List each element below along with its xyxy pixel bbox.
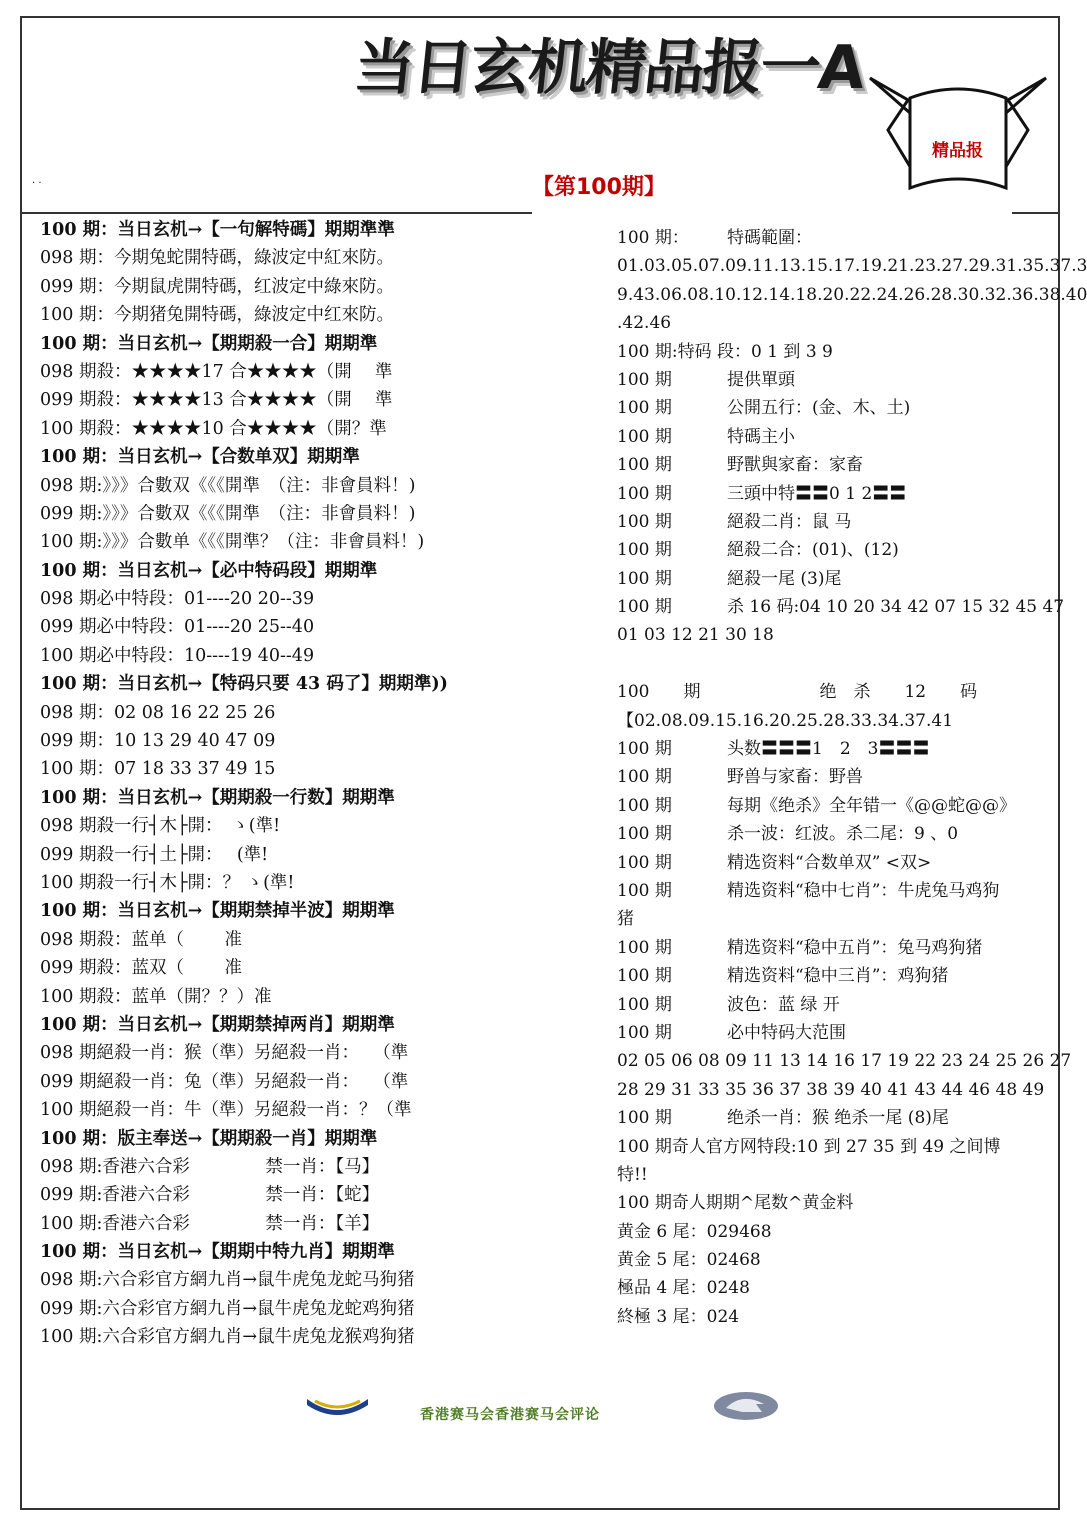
- row-text: 精选资料“合数单双” <双>: [727, 852, 932, 873]
- footer-right-logo: [712, 1390, 780, 1422]
- list-item: 099 期必中特段：01----20 25--40: [40, 617, 315, 638]
- section-heading: 100 期：版主奉送→【期期殺一肖】期期準: [40, 1128, 378, 1149]
- row-text: 特碼主小: [727, 426, 795, 447]
- row-text: 必中特码大范围: [727, 1022, 846, 1043]
- section-heading: 100 期：当日玄机→【一句解特碼】期期準準: [40, 220, 395, 240]
- list-item: [617, 763, 1037, 791]
- list-item: 098 期殺：★★★★17 合★★★★（開 準: [40, 361, 393, 382]
- list-item: 099 期:香港六合彩 禁一肖：【蛇】: [40, 1185, 380, 1206]
- list-item: 100 期:》》》合數单《《《開準？（注：非會員料！): [40, 532, 425, 553]
- row-prefix: 100 期: [617, 994, 672, 1015]
- range-numbers-1: 01.03.05.07.09.11.13.15.17.19.21.23.27.29.31.35.37.3: [617, 256, 1087, 277]
- section-heading: 100 期：当日玄机→【特码只要 43 码了】期期準)): [40, 674, 448, 695]
- list-item: [617, 394, 1037, 422]
- row-text: 精选资料“稳中七肖”：牛虎兔马鸡狗: [727, 880, 1000, 901]
- right-column: [617, 224, 1087, 1331]
- section-heading: 100 期：当日玄机→【期期中特九肖】期期準: [40, 1242, 395, 1263]
- rows-c: [617, 934, 1037, 1048]
- section-heading: 100 期：当日玄机→【合数单双】期期準: [40, 447, 360, 468]
- row-prefix: 100 期: [617, 767, 672, 788]
- list-item: [617, 366, 1037, 394]
- row-prefix: 100 期: [617, 398, 672, 419]
- row-text: 絕殺一尾 (3)尾: [727, 568, 842, 589]
- tail-item: 黄金 5 尾：02468: [617, 1250, 761, 1271]
- list-item: [617, 451, 1037, 479]
- row-prefix: 100 期: [617, 568, 672, 589]
- row-text: 公開五行：(金、木、土): [727, 398, 911, 419]
- list-item: [617, 792, 1037, 820]
- list-item: 098 期:》》》合數双《《《開準 （注：非會員料！): [40, 475, 416, 496]
- row-text: 绝杀一肖：猴 绝杀一尾 (8)尾: [727, 1108, 949, 1129]
- tail-item: 終極 3 尾：024: [617, 1306, 740, 1327]
- list-item: 100 期:香港六合彩 禁一肖：【羊】: [40, 1213, 380, 1234]
- list-item: 100 期必中特段：10----19 40--49: [40, 645, 315, 666]
- list-item: [617, 508, 1037, 536]
- spacer: [617, 650, 1037, 678]
- list-item: [617, 1019, 1037, 1047]
- list-item: 100 期殺：★★★★10 合★★★★（開？準: [40, 418, 387, 439]
- list-item: 099 期絕殺一肖：兔（準）另絕殺一肖： （準: [40, 1071, 409, 1092]
- list-item: 099 期殺一行┤土├開： (準!: [40, 844, 269, 865]
- special-1: 100 期奇人官方网特段:10 到 27 35 到 49 之间博: [617, 1136, 1001, 1157]
- kill12-numbers: 【02.08.09.15.16.20.25.28.33.34.37.41: [617, 710, 954, 731]
- section-heading: 100 期：当日玄机→【期期殺一行数】期期準: [40, 787, 395, 808]
- row-prefix: 100 期: [617, 852, 672, 873]
- row-prefix: 100 期: [617, 369, 672, 390]
- row-prefix: 100 期: [617, 511, 672, 532]
- row-prefix: 100 期: [617, 739, 672, 760]
- list-item: [617, 877, 1037, 905]
- row-text: 三頭中特〓〓0 1 2〓〓: [727, 483, 907, 504]
- list-item: 098 期絕殺一肖：猴（準）另絕殺一肖： （準: [40, 1043, 409, 1064]
- big-range-1: 02 05 06 08 09 11 13 14 16 17 19 22 23 24 25 26 27: [617, 1051, 1072, 1072]
- list-item: 098 期：02 08 16 22 25 26: [40, 702, 276, 723]
- list-item: [617, 849, 1037, 877]
- seven-continued: 猪: [617, 909, 634, 930]
- list-item: 098 期:香港六合彩 禁一肖：【马】: [40, 1156, 380, 1177]
- list-item: 098 期殺一行┤木├開： ゝ(準!: [40, 816, 281, 837]
- row-prefix: 100 期: [617, 483, 672, 504]
- tails-list: [617, 1218, 1037, 1332]
- list-item: 099 期：今期鼠虎開特碼，红波定中綠來防。: [40, 276, 394, 297]
- footer-left-logo: [305, 1395, 370, 1417]
- list-item: [617, 735, 1037, 763]
- list-item: 098 期必中特段：01----20 20--39: [40, 589, 315, 610]
- special-2: 特!!: [617, 1164, 648, 1185]
- kill-one-row: [617, 1104, 1037, 1132]
- row-prefix: 100 期: [617, 426, 672, 447]
- row-prefix: 100 期: [617, 1022, 672, 1043]
- row-text: 波色：蓝 绿 开: [727, 994, 840, 1015]
- row-prefix: 100 期: [617, 824, 672, 845]
- row-text: 头数〓〓〓1 2 3〓〓〓: [727, 739, 930, 760]
- big-range-2: 28 29 31 33 35 36 37 38 39 40 41 43 44 46 48 49: [617, 1079, 1045, 1100]
- section-heading: 100 期：当日玄机→【必中特码段】期期準: [40, 560, 378, 581]
- list-item: [617, 480, 1037, 508]
- left-column: [40, 216, 520, 1352]
- row-text: 野兽与家畜：野兽: [727, 767, 863, 788]
- list-item: [617, 962, 1037, 990]
- list-item: [617, 934, 1037, 962]
- banner-title: 当日玄机精品报一A: [350, 33, 867, 103]
- footer-text: 香港赛马会香港赛马会评论: [420, 1407, 600, 1423]
- row-prefix: 100 期: [617, 880, 672, 901]
- list-item: 098 期：今期兔蛇開特碼，綠波定中紅來防。: [40, 248, 394, 269]
- header-divider-left: [22, 212, 532, 214]
- row-text: 提供單頭: [727, 369, 795, 390]
- list-item: [617, 536, 1037, 564]
- row-prefix: 100 期：: [617, 228, 689, 248]
- row-text: 精选资料“稳中三肖”：鸡狗猪: [727, 966, 949, 987]
- issue-label: 【第100期】: [532, 175, 666, 200]
- row-prefix: 100 期: [617, 966, 672, 987]
- header-dots: . .: [32, 175, 42, 186]
- row-text: 絕殺二合：(01)、(12): [727, 540, 899, 561]
- list-item: [617, 820, 1037, 848]
- kill12-title: 100 期 绝 杀 12 码: [617, 682, 978, 703]
- list-item: 100 期:六合彩官方網九肖→鼠牛虎兔龙猴鸡狗猪: [40, 1327, 415, 1348]
- list-item: 100 期殺一行┤木├開：？ ゝ(準!: [40, 872, 295, 893]
- segment-line: 100 期:特码 段：0 1 到 3 9: [617, 341, 833, 362]
- row-text: 特碼範圍：: [727, 228, 812, 248]
- ribbon-banner-icon: [868, 70, 1048, 190]
- list-item: [617, 991, 1037, 1019]
- list-item: 099 期:》》》合數双《《《開準 （注：非會員料！): [40, 503, 416, 524]
- range-numbers-2: 9.43.06.08.10.12.14.18.20.22.24.26.28.30.32.36.38.40: [617, 284, 1087, 305]
- list-item: 100 期殺：蓝单（開？？）准: [40, 986, 272, 1007]
- row-text: 精选资料“稳中五肖”：兔马鸡狗猪: [727, 937, 983, 958]
- row-prefix: 100 期: [617, 597, 672, 618]
- section-heading: 100 期：当日玄机→【期期禁掉半波】期期準: [40, 901, 395, 922]
- row-text: 杀一波：红波。杀二尾：9 、0: [727, 824, 959, 845]
- list-item: [617, 423, 1037, 451]
- tail-item: 黄金 6 尾：029468: [617, 1221, 772, 1242]
- list-item: 099 期殺：★★★★13 合★★★★（開 準: [40, 390, 393, 411]
- row-text: 絕殺二肖：鼠 马: [727, 511, 852, 532]
- row-prefix: 100 期: [617, 937, 672, 958]
- row-prefix: 100 期: [617, 540, 672, 561]
- list-item: [617, 593, 1065, 621]
- rows-b: [617, 735, 1037, 905]
- row-text: 每期《绝杀》全年错一《@@蛇@@》: [727, 795, 1016, 816]
- header-divider-right: [1012, 212, 1060, 214]
- range-row: [617, 224, 1037, 252]
- kill16-continued: 01 03 12 21 30 18: [617, 625, 774, 646]
- section-heading: 100 期：当日玄机→【期期禁掉两肖】期期準: [40, 1014, 395, 1035]
- list-item: 099 期殺：蓝双（ 准: [40, 958, 243, 979]
- tail-title: 100 期奇人期期^尾数^黄金料: [617, 1193, 854, 1214]
- row-prefix: 100 期: [617, 795, 672, 816]
- tail-item: 極品 4 尾：0248: [617, 1278, 750, 1299]
- list-item: 099 期：10 13 29 40 47 09: [40, 731, 276, 752]
- row-text: 杀 16 码:04 10 20 34 42 07 15 32 45 47: [727, 597, 1065, 618]
- row-text: 野獸與家畜：家畜: [727, 455, 863, 476]
- row-prefix: 100 期: [617, 1108, 672, 1129]
- list-item: 099 期:六合彩官方網九肖→鼠牛虎兔龙蛇鸡狗猪: [40, 1298, 415, 1319]
- list-item: 100 期絕殺一肖：牛（準）另絕殺一肖：？（準: [40, 1100, 412, 1121]
- range-numbers-3: .42.46: [617, 313, 672, 334]
- list-item: 100 期：07 18 33 37 49 15: [40, 759, 276, 780]
- row-prefix: 100 期: [617, 455, 672, 476]
- list-item: 100 期：今期猪兔開特碼，綠波定中红來防。: [40, 305, 394, 326]
- section-heading: 100 期：当日玄机→【期期殺一合】期期準: [40, 333, 378, 354]
- ribbon-label: 精品报: [932, 141, 983, 161]
- list-item: 098 期:六合彩官方網九肖→鼠牛虎兔龙蛇马狗猪: [40, 1270, 415, 1291]
- list-item: [617, 565, 1037, 593]
- list-item: 098 期殺：蓝单（ 准: [40, 929, 243, 950]
- rows-a: [617, 366, 1065, 622]
